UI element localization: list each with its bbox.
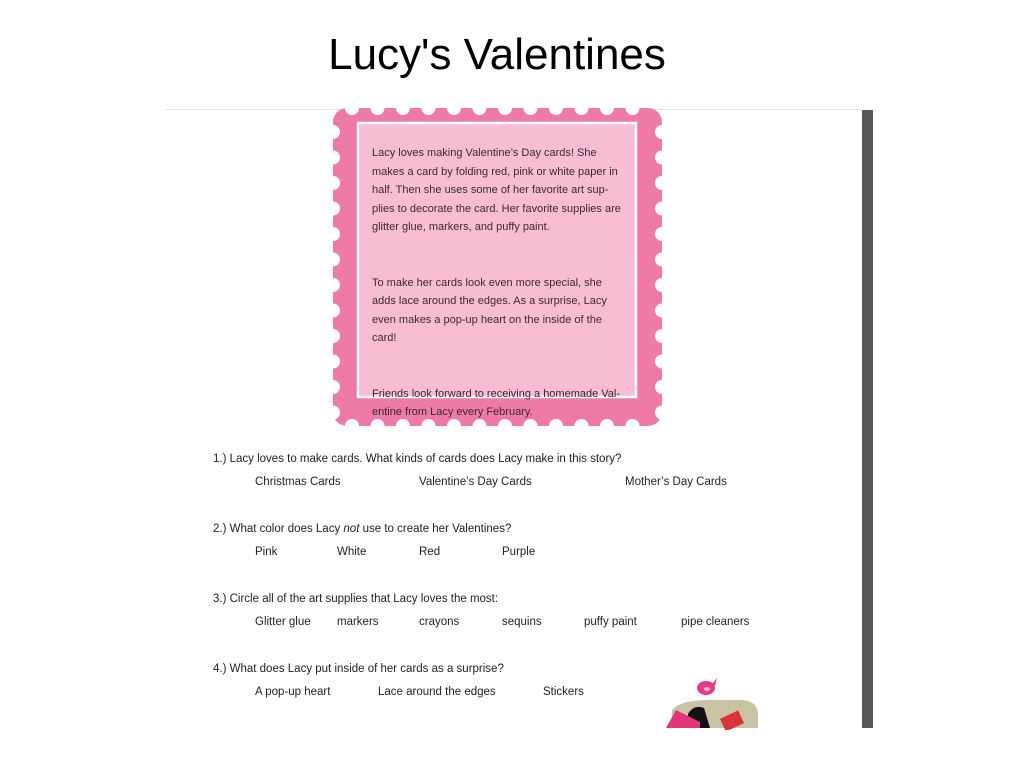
slide-title: Lucy's Valentines bbox=[328, 30, 666, 79]
question-2 bbox=[213, 523, 511, 535]
answer: Christmas Cards bbox=[255, 476, 341, 488]
question-emphasis: not bbox=[343, 523, 360, 535]
question-text: use to create her Valentines? bbox=[359, 523, 512, 535]
answer: A pop-up heart bbox=[255, 686, 331, 698]
story-paragraph: Lacy loves making Valentine’s Day cards! She makes a card by folding red, pink or white paper in half. Then she uses some of her favorite art sup-plies to decorate the card. Her favorite supplies are glitter glue, markers, and puffy paint. bbox=[372, 147, 621, 233]
answer: puffy paint bbox=[584, 616, 637, 628]
story-text bbox=[372, 144, 627, 459]
answer: White bbox=[337, 546, 367, 558]
answer: Valentine’s Day Cards bbox=[419, 476, 532, 488]
question-1: 1.) Lacy loves to make cards. What kinds of cards does Lacy make in this story? bbox=[213, 453, 622, 465]
question-text: 2.) What color does Lacy bbox=[213, 523, 344, 535]
answer: Glitter glue bbox=[255, 616, 311, 628]
mailbox-illustration bbox=[660, 670, 770, 730]
answer: sequins bbox=[502, 616, 542, 628]
answer: Red bbox=[419, 546, 441, 558]
answer: Purple bbox=[502, 546, 536, 558]
scrollbar[interactable] bbox=[862, 110, 873, 728]
question-3: 3.) Circle all of the art supplies that Lacy loves the most: bbox=[213, 593, 499, 605]
answer: Lace around the edges bbox=[378, 686, 496, 698]
story-paragraph: Friends look forward to receiving a homemade Val-entine from Lacy every February. bbox=[372, 387, 621, 418]
answer: Pink bbox=[255, 546, 278, 558]
answer: Stickers bbox=[543, 686, 584, 698]
bird-wing bbox=[704, 687, 710, 691]
story-paragraph: To make her cards look even more special, she adds lace around the edges. As a surprise, Lacy even makes a pop-up heart on the inside of the card! bbox=[372, 276, 607, 344]
answer: pipe cleaners bbox=[681, 616, 750, 628]
question-4: 4.) What does Lacy put inside of her cards as a surprise? bbox=[213, 663, 504, 675]
answer: crayons bbox=[419, 616, 460, 628]
answer: markers bbox=[337, 616, 379, 628]
answer: Mother’s Day Cards bbox=[625, 476, 727, 488]
